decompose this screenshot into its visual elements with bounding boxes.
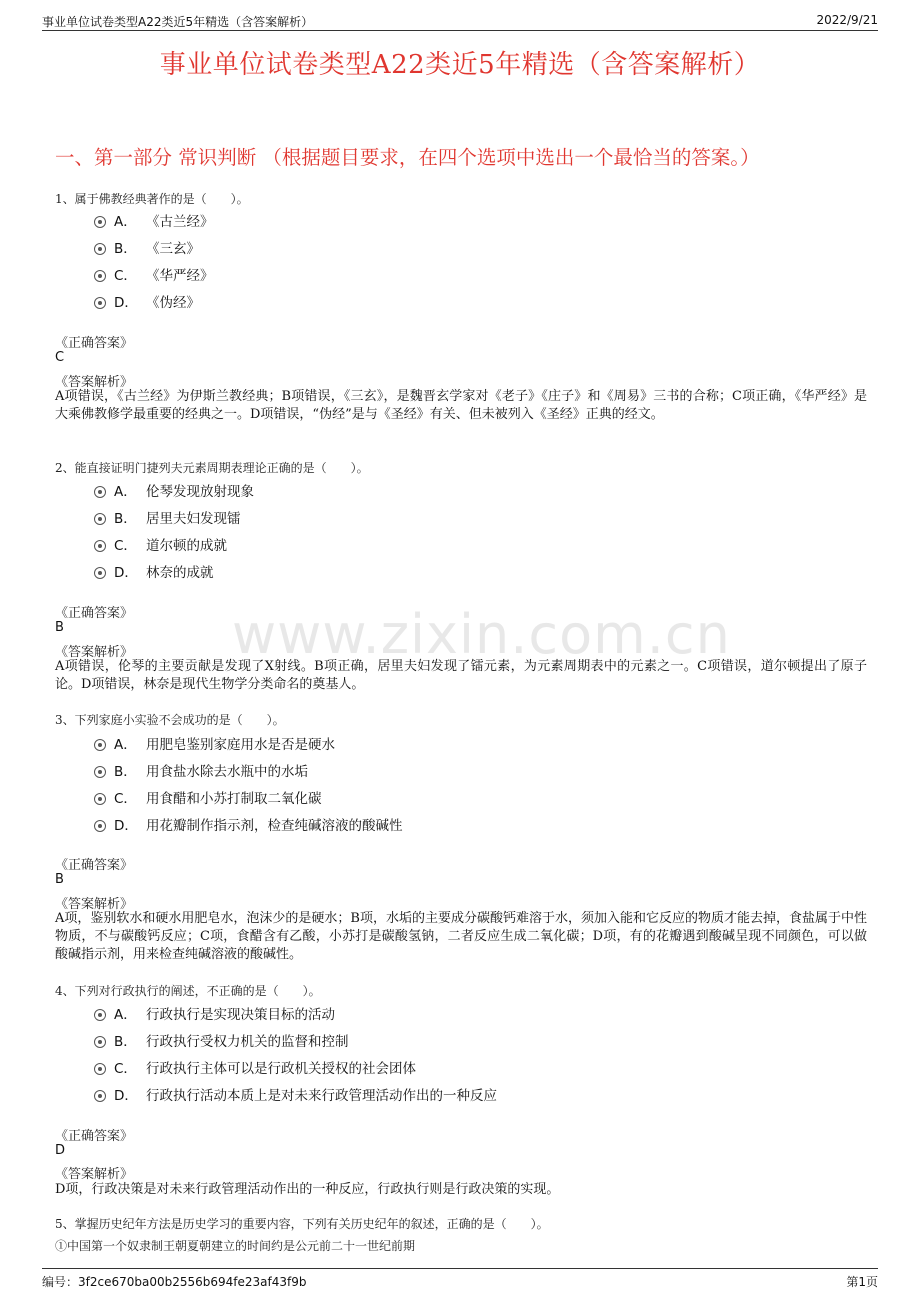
option-letter: A． xyxy=(114,214,137,230)
question-4-stem: 4、下列对行政执行的阐述，不正确的是（ ）。 xyxy=(55,984,321,998)
option-text: 用食盐水除去水瓶中的水垢 xyxy=(146,764,308,780)
explanation-label: 《答案解析》 xyxy=(55,1167,134,1182)
option-text: 道尔顿的成就 xyxy=(146,538,227,554)
radio-icon[interactable] xyxy=(94,1063,106,1075)
question-3-answer: B xyxy=(55,872,64,887)
option-letter: D． xyxy=(114,818,138,834)
option-letter: D． xyxy=(114,295,138,311)
option-text: 《华严经》 xyxy=(146,268,214,284)
radio-icon[interactable] xyxy=(94,270,106,282)
option-letter: D． xyxy=(114,565,138,581)
option-text: 用食醋和小苏打制取二氧化碳 xyxy=(146,791,322,807)
question-2-option-a[interactable] xyxy=(94,480,254,500)
question-1-stem: 1、属于佛教经典著作的是（ ）。 xyxy=(55,192,249,206)
option-letter: C． xyxy=(114,791,137,807)
document-title: 事业单位试卷类型A22类近5年精选（含答案解析） xyxy=(159,50,761,80)
radio-icon[interactable] xyxy=(94,297,106,309)
option-text: 行政执行受权力机关的监督和控制 xyxy=(146,1034,349,1050)
question-3-option-b[interactable] xyxy=(94,760,308,780)
option-letter: C． xyxy=(114,1061,137,1077)
option-text: 行政执行是实现决策目标的活动 xyxy=(146,1007,335,1023)
question-2-option-d[interactable] xyxy=(94,561,214,581)
option-letter: A． xyxy=(114,737,137,753)
answer-label: 《正确答案》 xyxy=(55,858,134,873)
radio-icon[interactable] xyxy=(94,1009,106,1021)
question-4-option-a[interactable] xyxy=(94,1003,335,1023)
question-2-option-c[interactable] xyxy=(94,534,227,554)
question-1-option-c[interactable] xyxy=(94,264,214,284)
question-1-option-b[interactable] xyxy=(94,237,200,257)
radio-icon[interactable] xyxy=(94,766,106,778)
explanation-label: 《答案解析》 xyxy=(55,897,134,912)
page-header xyxy=(42,10,878,31)
header-date: 2022/9/21 xyxy=(816,13,878,27)
option-text: 用花瓣制作指示剂，检查纯碱溶液的酸碱性 xyxy=(146,818,403,834)
option-letter: B． xyxy=(114,241,137,257)
question-3-stem: 3、下列家庭小实验不会成功的是（ ）。 xyxy=(55,713,285,727)
question-2-answer: B xyxy=(55,620,64,635)
option-letter: B． xyxy=(114,764,137,780)
header-doc-title: 事业单位试卷类型A22类近5年精选（含答案解析） xyxy=(42,15,314,29)
question-2-explanation: A项错误，伦琴的主要贡献是发现了X射线。B项正确，居里夫妇发现了镭元素，为元素周期表中的元素之一。C项错误，道尔顿提出了原子论。D项错误，林奈是现代生物学分类命名的奠基人。 xyxy=(55,659,867,692)
radio-icon[interactable] xyxy=(94,243,106,255)
radio-icon[interactable] xyxy=(94,1036,106,1048)
answer-label: 《正确答案》 xyxy=(55,1129,134,1144)
watermark: www.zixin.com.cn xyxy=(232,603,731,666)
option-letter: C． xyxy=(114,268,137,284)
radio-icon[interactable] xyxy=(94,216,106,228)
radio-icon[interactable] xyxy=(94,513,106,525)
question-5-statement-1: ①中国第一个奴隶制王朝夏朝建立的时间约是公元前二十一世纪前期 xyxy=(55,1239,416,1253)
explanation-label: 《答案解析》 xyxy=(55,375,134,390)
option-text: 《古兰经》 xyxy=(146,214,214,230)
page-footer xyxy=(42,1268,878,1291)
radio-icon[interactable] xyxy=(94,486,106,498)
question-2-option-b[interactable] xyxy=(94,507,241,527)
section-heading: 一、第一部分 常识判断 （根据题目要求，在四个选项中选出一个最恰当的答案。） xyxy=(55,146,760,169)
option-text: 林奈的成就 xyxy=(146,565,214,581)
option-letter: A． xyxy=(114,1007,137,1023)
option-letter: A． xyxy=(114,484,137,500)
question-1-option-a[interactable] xyxy=(94,210,214,230)
question-1-answer: C xyxy=(55,350,65,365)
option-text: 《三玄》 xyxy=(146,241,200,257)
question-3-option-d[interactable] xyxy=(94,814,403,834)
option-text: 《伪经》 xyxy=(146,295,200,311)
question-4-option-d[interactable] xyxy=(94,1084,497,1104)
question-4-option-c[interactable] xyxy=(94,1057,416,1077)
answer-label: 《正确答案》 xyxy=(55,606,134,621)
radio-icon[interactable] xyxy=(94,739,106,751)
explanation-label: 《答案解析》 xyxy=(55,645,134,660)
radio-icon[interactable] xyxy=(94,567,106,579)
question-3-option-c[interactable] xyxy=(94,787,322,807)
option-letter: C． xyxy=(114,538,137,554)
question-4-answer: D xyxy=(55,1143,66,1158)
question-2-stem: 2、能直接证明门捷列夫元素周期表理论正确的是（ ）。 xyxy=(55,461,369,475)
footer-doc-id: 编号：3f2ce670ba00b2556b694fe23af43f9b xyxy=(42,1275,307,1289)
question-3-option-a[interactable] xyxy=(94,733,335,753)
option-letter: D． xyxy=(114,1088,138,1104)
question-1-explanation: A项错误，《古兰经》为伊斯兰教经典；B项错误，《三玄》，是魏晋玄学家对《老子》《庄子》和《周易》三书的合称；C项正确，《华严经》是大乘佛教修学最重要的经典之一。D项错误，“伪经”是与《圣经》有关、但未被列入《圣经》正典的经文。 xyxy=(55,389,867,422)
radio-icon[interactable] xyxy=(94,1090,106,1102)
question-4-explanation: D项，行政决策是对未来行政管理活动作出的一种反应，行政执行则是行政决策的实现。 xyxy=(55,1182,560,1197)
radio-icon[interactable] xyxy=(94,793,106,805)
question-1-option-d[interactable] xyxy=(94,291,200,311)
radio-icon[interactable] xyxy=(94,820,106,832)
option-letter: B． xyxy=(114,1034,137,1050)
option-text: 行政执行主体可以是行政机关授权的社会团体 xyxy=(146,1061,416,1077)
answer-label: 《正确答案》 xyxy=(55,336,134,351)
option-text: 伦琴发现放射现象 xyxy=(146,484,254,500)
option-letter: B． xyxy=(114,511,137,527)
option-text: 行政执行活动本质上是对未来行政管理活动作出的一种反应 xyxy=(146,1088,497,1104)
option-text: 居里夫妇发现镭 xyxy=(146,511,241,527)
question-5-stem: 5、掌握历史纪年方法是历史学习的重要内容，下列有关历史纪年的叙述，正确的是（ ）。 xyxy=(55,1217,549,1231)
question-4-option-b[interactable] xyxy=(94,1030,349,1050)
question-3-explanation: A项，鉴别软水和硬水用肥皂水，泡沫少的是硬水；B项，水垢的主要成分碳酸钙难溶于水，须加入能和它反应的物质才能去掉，食盐属于中性物质，不与碳酸钙反应；C项，食醋含有乙酸，小苏打是碳酸氢钠，二者反应生成二氧化碳；D项，有的花瓣遇到酸碱呈现不同颜色，可以做酸碱指示剂，用来检查纯碱溶液的酸碱性。 xyxy=(55,911,867,962)
radio-icon[interactable] xyxy=(94,540,106,552)
footer-page-number: 第1页 xyxy=(846,1275,878,1289)
option-text: 用肥皂鉴别家庭用水是否是硬水 xyxy=(146,737,335,753)
